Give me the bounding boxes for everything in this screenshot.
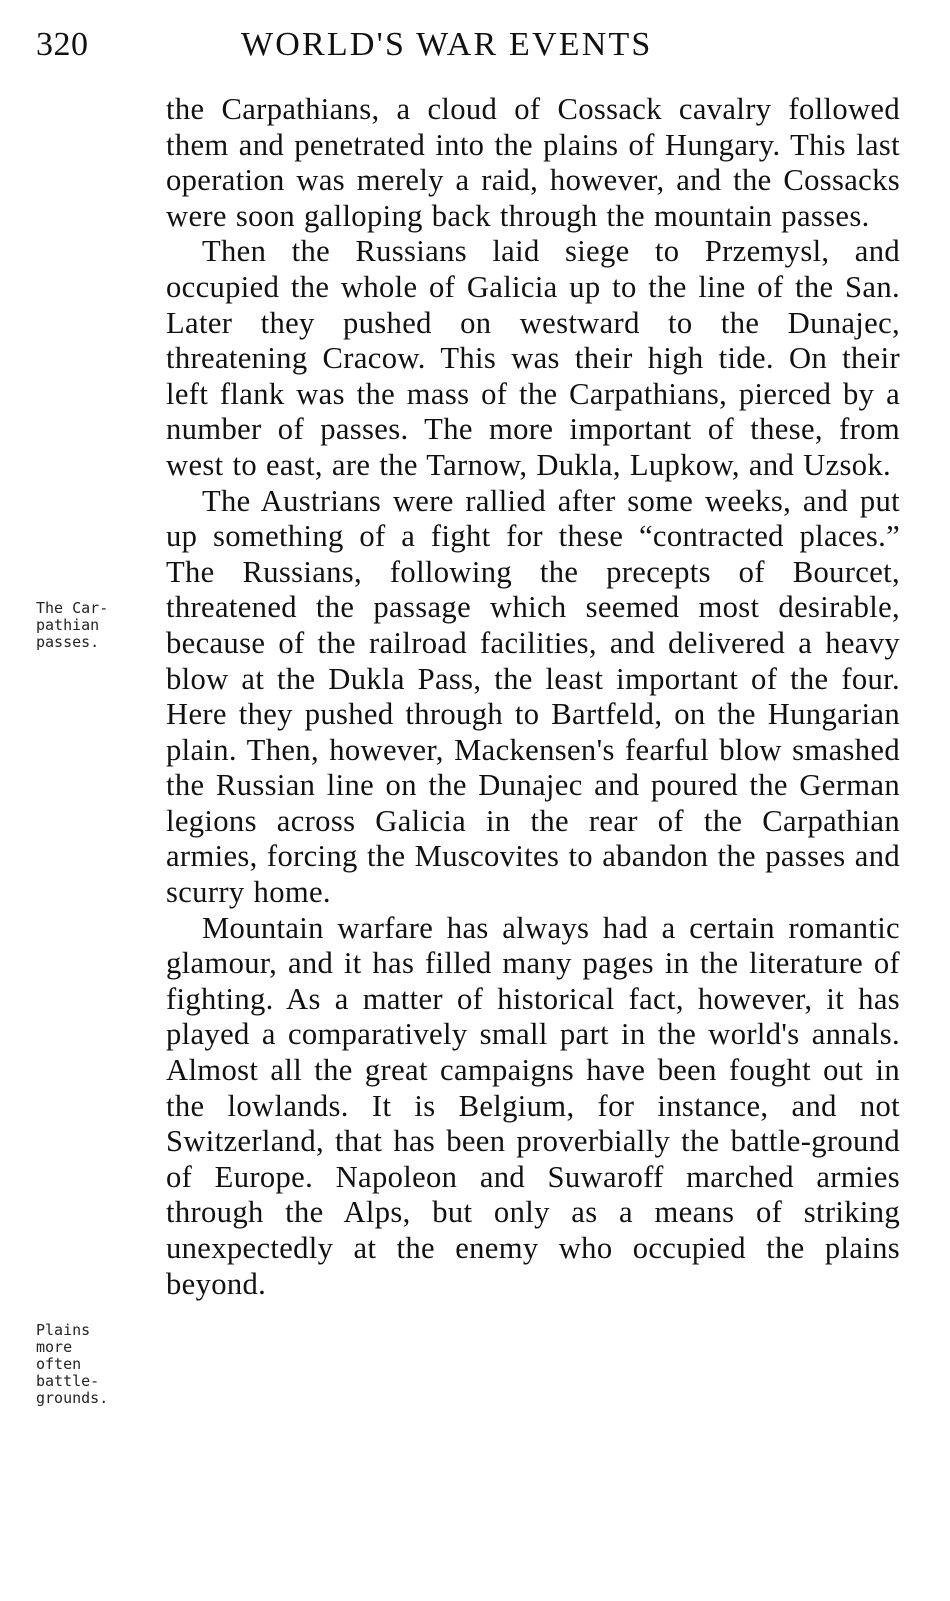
margin-note-plains-battlegrounds [36, 1322, 148, 1407]
running-head: WORLD'S WAR EVENTS [241, 26, 653, 63]
margin-note-line: The Car- [36, 599, 109, 617]
margin-note-carpathian-passes [36, 600, 148, 651]
margin-note-line: passes. [36, 633, 100, 651]
paragraph-austrians-rallied: The Austrians were rallied after some weeks, and put up something of a fight for these “contracted places.” The Russians, following the precepts of Bourcet, threatened the passage which seemed most desirable, because of the railroad facilities, and delivered a heavy blow at the Dukla Pass, the least important of the four. Here they pushed through to Bartfeld, on the Hungarian plain. Then, however, Mackensen's fearful blow smashed the Russian line on the Dunajec and poured the German legions across Galicia in the rear of the Carpathian armies, forcing the Muscovites to abandon the passes and scurry home. [166, 483, 900, 910]
margin-note-line: more [36, 1338, 73, 1356]
margin-note-line: often [36, 1355, 82, 1373]
margin-note-line: grounds. [36, 1389, 109, 1407]
page-header [36, 26, 906, 76]
body-text [166, 92, 900, 1302]
margin-note-line: Plains [36, 1321, 91, 1339]
page-number: 320 [36, 26, 89, 63]
margin-note-line: pathian [36, 616, 100, 634]
paragraph-mountain-warfare: Mountain warfare has always had a certain romantic glamour, and it has filled many pages in the literature of fighting. As a matter of historical fact, however, it has played a comparatively small part in the world's annals. Almost all the great campaigns have been fought out in the lowlands. It is Belgium, for instance, and not Switzerland, that has been proverbially the battle-ground of Europe. Napoleon and Suwaroff marched armies through the Alps, but only as a means of striking unexpectedly at the enemy who occupied the plains beyond. [166, 910, 900, 1301]
paragraph-russian-siege: Then the Russians laid siege to Przemysl, and occupied the whole of Galicia up to the line of the San. Later they pushed on westward to the Dunajec, threatening Cracow. This was their high tide. On their left flank was the mass of the Carpathians, pierced by a number of passes. The more important of these, from west to east, are the Tarnow, Dukla, Lupkow, and Uzsok. [166, 234, 900, 482]
margin-note-line: battle- [36, 1372, 100, 1390]
paragraph-continuation: the Carpathians, a cloud of Cossack cavalry followed them and penetrated into the plains of Hungary. This last operation was merely a raid, however, and the Cossacks were soon galloping back through the mountain passes. [166, 92, 900, 233]
